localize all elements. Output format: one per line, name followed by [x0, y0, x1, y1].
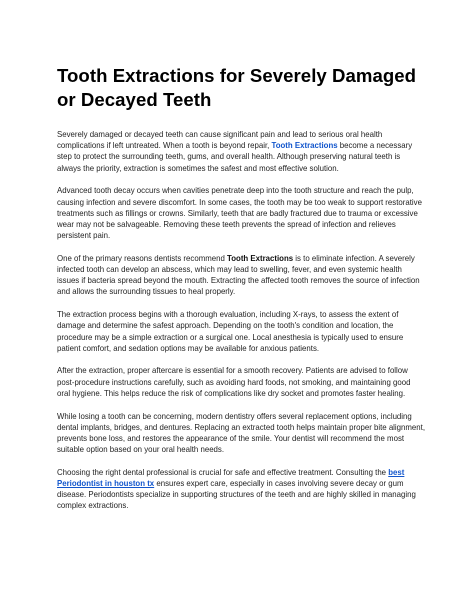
document-page	[57, 64, 425, 523]
paragraph-choosing-text-after: ensures expert care, especially in cases involving severe decay or gum disease. Periodontists specialize in supporting structures of the teeth and are highly skilled in managing complex extractions.	[57, 479, 416, 511]
paragraph-replacement-options: While losing a tooth can be concerning, modern dentistry offers several replacement options, including dental implants, bridges, and dentures. Replacing an extracted tooth helps maintain proper bite alignment, prevents bone loss, and restores the appearance of the smile. Your dentist will recommend the most suitable option based on your oral health needs.	[57, 411, 426, 455]
paragraph-aftercare: After the extraction, proper aftercare is essential for a smooth recovery. Patients are advised to follow post-procedure instructions carefully, such as avoiding hard foods, not smoking, and maintaining good oral hygiene. This helps reduce the risk of complications like dry socket and promotes faster healing.	[57, 366, 411, 398]
paragraph-infection-text-after: is to eliminate infection. A severely infected tooth can develop an abscess, which may lead to swelling, fever, and even systemic health issues if bacteria spread beyond the mouth. Extracting the affected tooth removes the source of infection and allows the surrounding tissues to heal properly.	[57, 253, 420, 297]
paragraph-choosing-text-before: Choosing the right dental professional is crucial for safe and effective treatment. Consulting the	[57, 467, 389, 477]
document-title: Tooth Extractions for Severely Damaged or Decayed Teeth	[57, 65, 417, 110]
tooth-extractions-bold: Tooth Extractions	[227, 253, 294, 263]
periodontist-houston-link[interactable]: best Periodontist in houston tx	[57, 467, 405, 489]
paragraph-infection-text-before: One of the primary reasons dentists recommend	[57, 253, 228, 263]
paragraph-infection	[57, 253, 425, 298]
paragraph-intro	[57, 129, 425, 174]
paragraph-intro-text-after: become a necessary step to protect the surrounding teeth, gums, and overall health. Although preserving natural teeth is always the priority, extraction is sometimes the safest and most effective solution.	[57, 141, 413, 173]
tooth-extractions-link[interactable]: Tooth Extractions	[271, 141, 338, 151]
paragraph-extraction-process: The extraction process begins with a thorough evaluation, including X-rays, to assess the extent of damage and determine the safest approach. Depending on the tooth's condition and location, the procedure may be a simple extraction or a surgical one. Local anesthesia is typically used to ensure patient comfort, and sedation options may be available for anxious patients.	[57, 310, 404, 353]
paragraph-tooth-decay: Advanced tooth decay occurs when cavities penetrate deep into the tooth structure and reach the pulp, causing infection and severe discomfort. In some cases, the tooth may be too weak to support restorative treatments such as fillings or crowns. Similarly, teeth that are badly fractured due to trauma or excessive wear may not be salvageable. Removing these teeth prevents the spread of infection and relieves persistent pain.	[57, 186, 422, 241]
paragraph-intro-text-before: Severely damaged or decayed teeth can cause significant pain and lead to serious oral health complications if left untreated. When a tooth is beyond repair,	[57, 130, 383, 151]
paragraph-choosing-professional	[57, 467, 425, 512]
